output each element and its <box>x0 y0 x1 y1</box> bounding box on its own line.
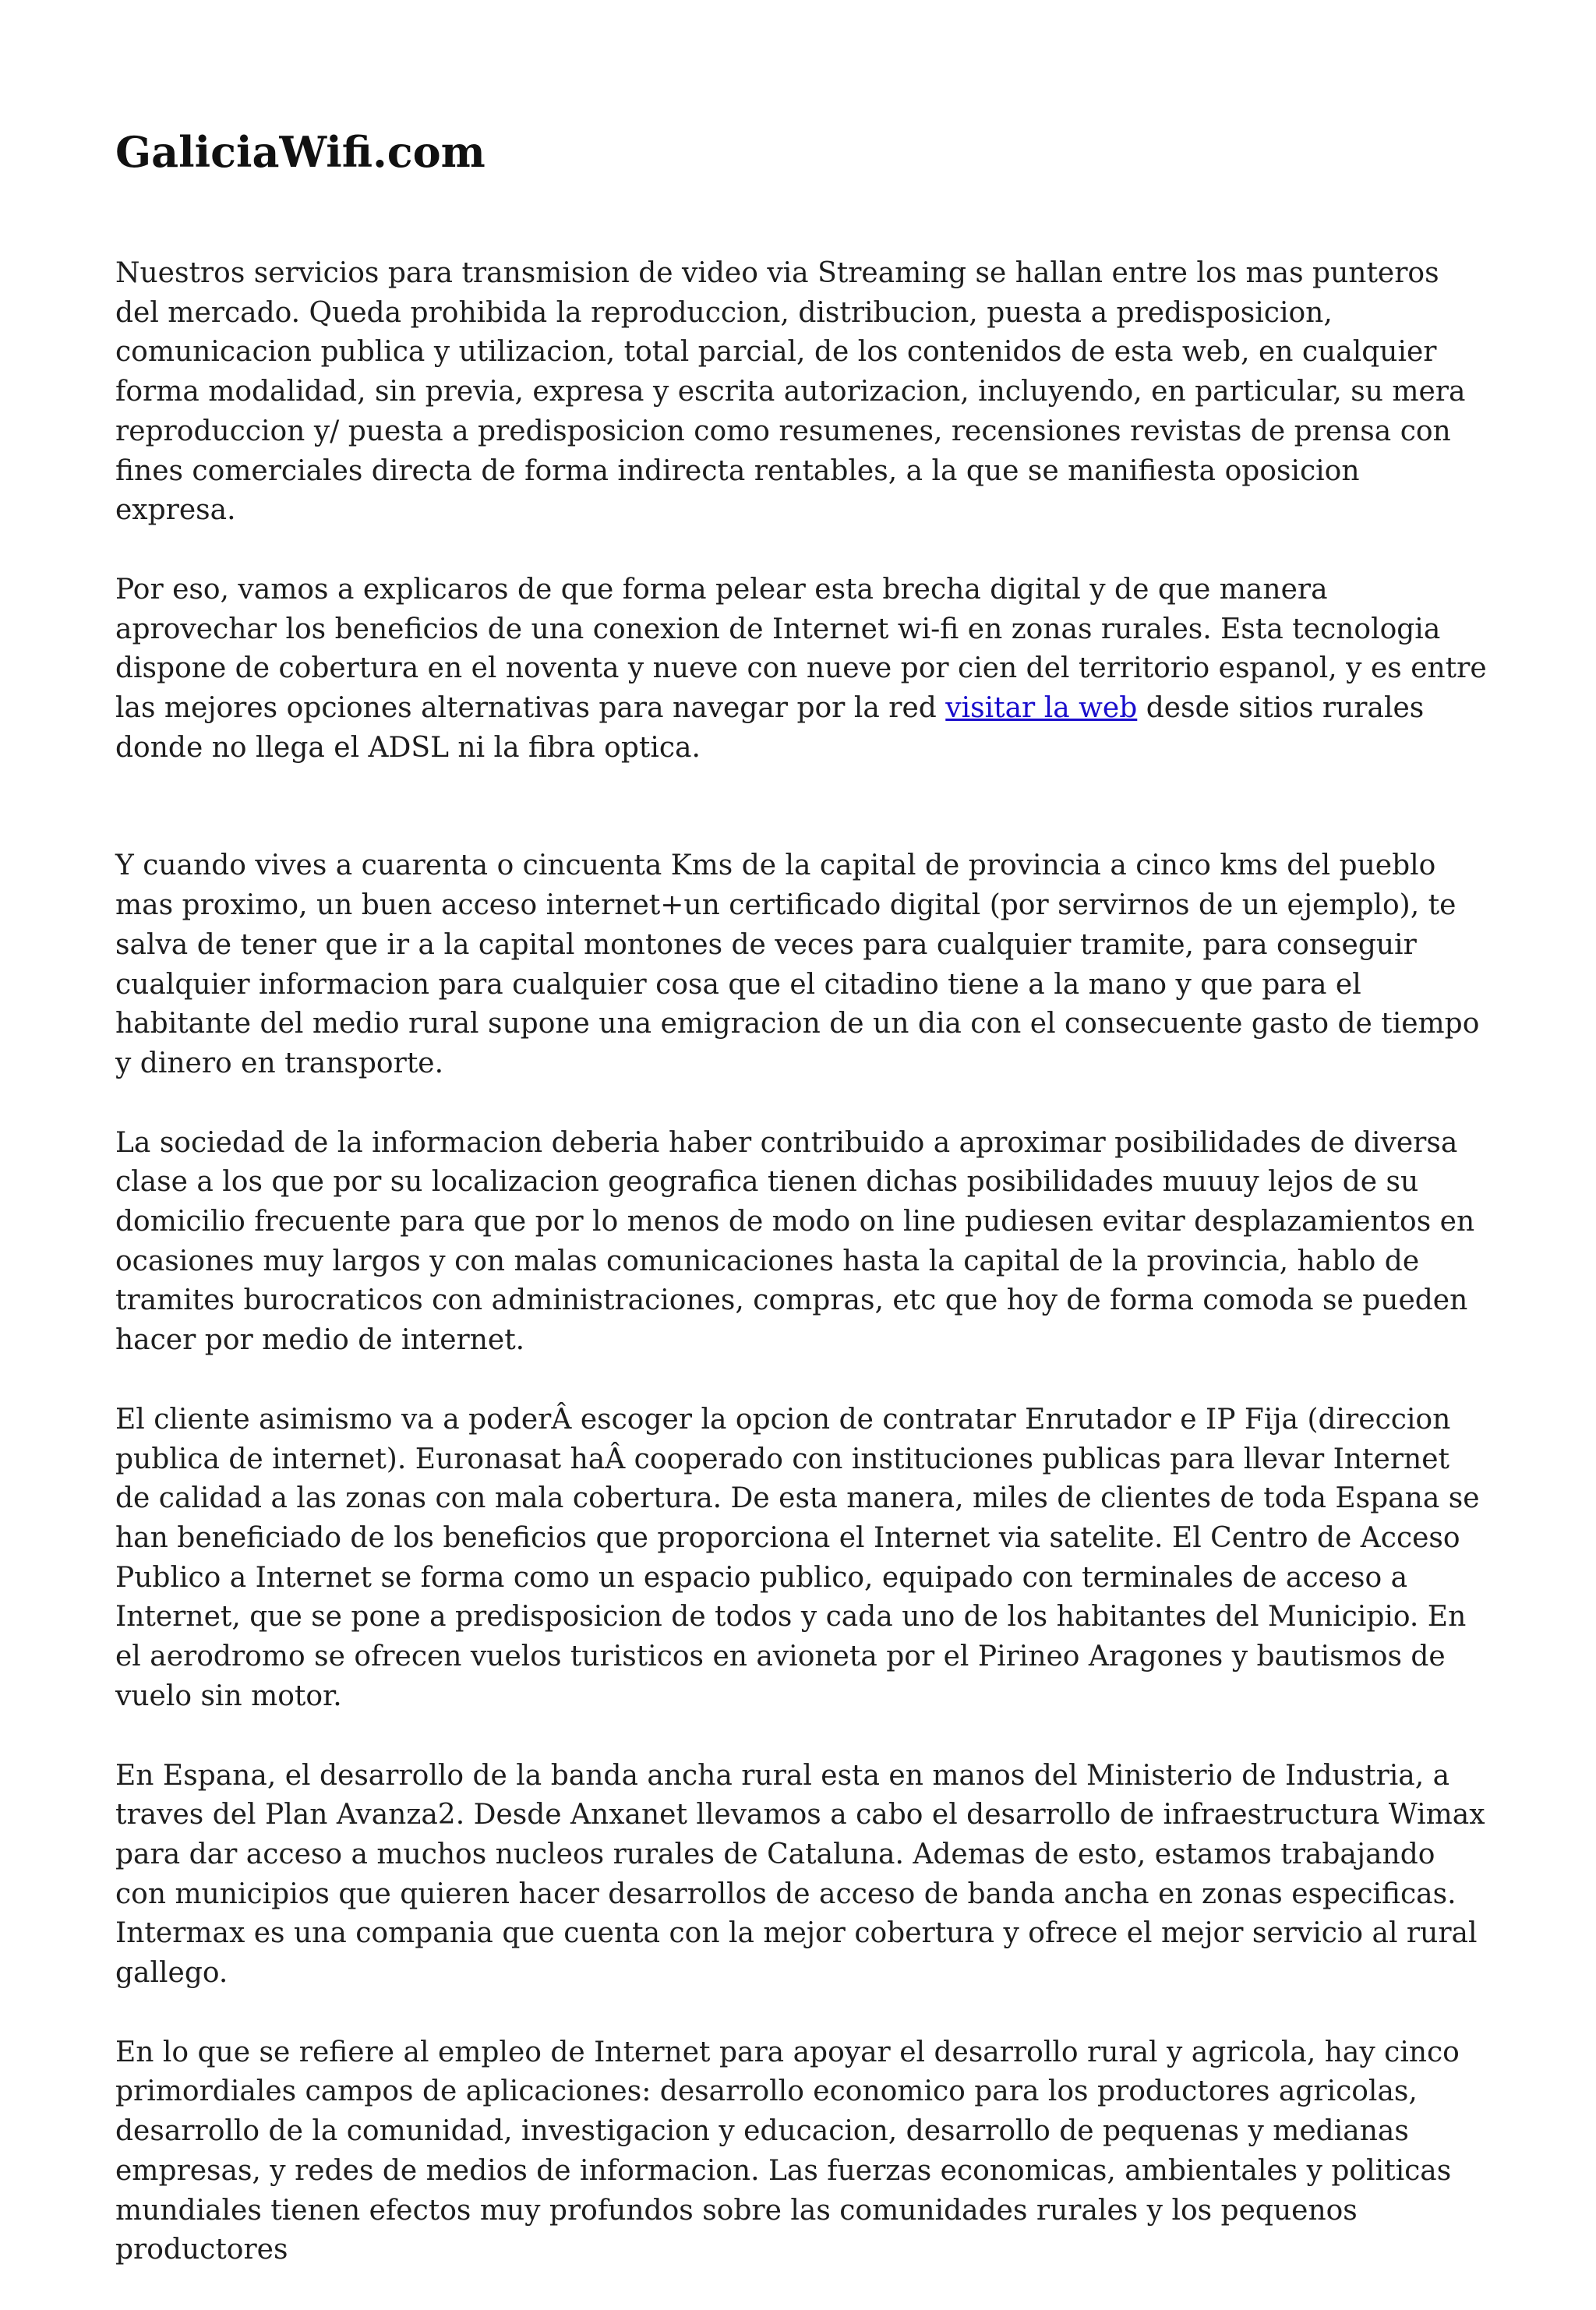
paragraph-5: El cliente asimismo va a poderÂ escoger la opcion de contratar Enrutador e IP Fija (direccion publica de internet). Euronasat haÂ cooperado con instituciones publicas para llevar Internet de calidad a las zonas con mala cobertura. De esta manera, miles de clientes de toda Espana se han beneficiado de los beneficios que proporciona el Internet via satelite. El Centro de Acceso Publico a Internet se forma como un espacio publico, equipado con terminales de acceso a Internet, que se pone a predisposicion de todos y cada uno de los habitantes del Municipio. En el aerodromo se ofrecen vuelos turisticos en avioneta por el Pirineo Aragones y bautismos de vuelo sin motor. <box>115 1403 1480 1712</box>
site-title: GaliciaWifi.com <box>115 127 486 177</box>
paragraph-2 <box>115 570 1487 768</box>
article-body <box>115 254 1487 2310</box>
paragraph-6: En Espana, el desarrollo de la banda ancha rural esta en manos del Ministerio de Industria, a traves del Plan Avanza2. Desde Anxanet llevamos a cabo el desarrollo de infraestructura Wimax para dar acceso a muchos nucleos rurales de Cataluna. Ademas de esto, estamos trabajando con municipios que quieren hacer desarrollos de acceso de banda ancha en zonas especificas. Intermax es una compania que cuenta con la mejor cobertura y ofrece el mejor servicio al rural gallego. <box>115 1759 1485 1990</box>
paragraph-4: La sociedad de la informacion deberia haber contribuido a aproximar posibilidades de diversa clase a los que por su localizacion geografica tienen dichas posibilidades muuuy lejos de su domicilio frecuente para que por lo menos de modo on line pudiesen evitar desplazamientos en ocasiones muy largos y con malas comunicaciones hasta la capital de la provincia, hablo de tramites burocraticos con administraciones, compras, etc que hoy de forma comoda se pueden hacer por medio de internet. <box>115 1126 1475 1357</box>
paragraph-2-text-end: desde sitios rurales donde no llega el ADSL ni la fibra optica. <box>115 692 1425 764</box>
paragraph-1: Nuestros servicios para transmision de video via Streaming se hallan entre los mas punteros del mercado. Queda prohibida la reproduccion, distribucion, puesta a predisposicion, comunicacion publica y utilizacion, total parcial, de los contenidos de esta web, en cualquier forma modalidad, sin previa, expresa y escrita autorizacion, incluyendo, en particular, su mera reproduccion y/ puesta a predisposicion como resumenes, recensiones revistas de prensa con fines comerciales directa de forma indirecta rentables, a la que se manifiesta oposicion expresa. <box>115 257 1466 527</box>
visitar-la-web-link[interactable]: visitar la web <box>945 692 1138 725</box>
paragraph-3: Y cuando vives a cuarenta o cincuenta Kms de la capital de provincia a cinco kms del pueblo mas proximo, un buen acceso internet+un certificado digital (por servirnos de un ejemplo), te salva de tener que ir a la capital montones de veces para cualquier tramite, para conseguir cualquier informacion para cualquier cosa que el citadino tiene a la mano y que para el habitante del medio rural supone una emigracion de un dia con el consecuente gasto de tiempo y dinero en transporte. <box>115 849 1480 1079</box>
paragraph-7: En lo que se refiere al empleo de Internet para apoyar el desarrollo rural y agricola, hay cinco primordiales campos de aplicaciones: desarrollo economico para los productores agricolas, desarrollo de la comunidad, investigacion y educacion, desarrollo de pequenas y medianas empresas, y redes de medios de informacion. Las fuerzas economicas, ambientales y politicas mundiales tienen efectos muy profundos sobre las comunidades rurales y los pequenos productores <box>115 2036 1460 2266</box>
paragraph-2-text-start: Por eso, vamos a explicaros de que forma pelear esta brecha digital y de que manera aprovechar los beneficios de una conexion de Internet wi-fi en zonas rurales. Esta tecnologia dispone de cobertura en el noventa y nueve con nueve por cien del territorio espanol, y es entre las mejores opciones alternativas para navegar por la red <box>115 573 1487 725</box>
